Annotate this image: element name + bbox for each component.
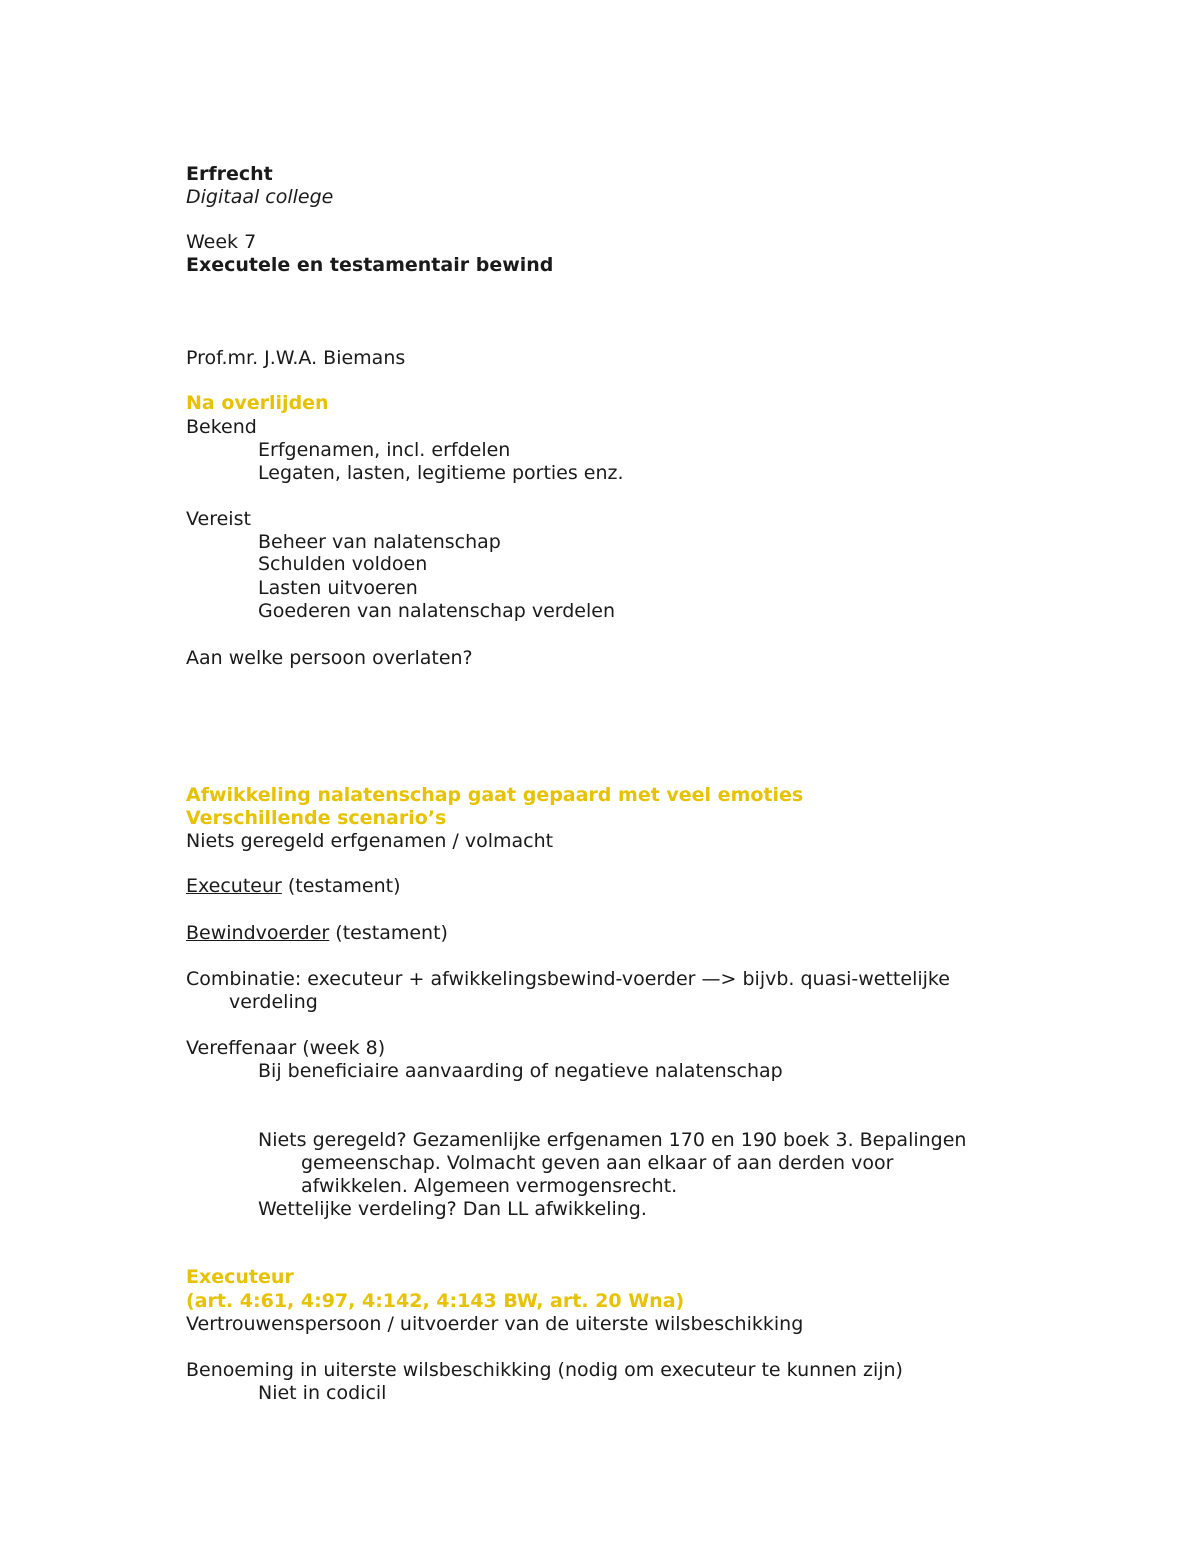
doc-subtitle: Digitaal college bbox=[186, 186, 334, 208]
section-heading-articles: (art. 4:61, 4:97, 4:142, 4:143 BW, art. 20 Wna) bbox=[186, 1290, 685, 1312]
known-item: Legaten, lasten, legitieme porties enz. bbox=[258, 462, 624, 484]
bewind-rest: (testament) bbox=[329, 922, 448, 944]
nothing-arranged-text: Niets geregeld erfgenamen / volmacht bbox=[186, 830, 554, 852]
note-line-cont: afwikkelen. Algemeen vermogensrecht. bbox=[301, 1175, 678, 1197]
vereffenaar-item: Bij beneficiaire aanvaarding of negatieve nalatenschap bbox=[258, 1060, 783, 1082]
executeur-line bbox=[186, 875, 401, 898]
note-line: Niets geregeld? Gezamenlijke erfgenamen 170 en 190 boek 3. Bepalingen bbox=[258, 1129, 967, 1151]
note-line: Wettelijke verdeling? Dan LL afwikkeling. bbox=[258, 1198, 647, 1220]
executeur-term: Executeur bbox=[186, 875, 282, 897]
note-line-cont: gemeenschap. Volmacht geven aan elkaar of aan derden voor bbox=[301, 1152, 894, 1174]
required-item: Schulden voldoen bbox=[258, 553, 428, 575]
executeur-rest: (testament) bbox=[281, 875, 401, 897]
week-label: Week 7 bbox=[186, 231, 257, 253]
combination-line-cont: verdeling bbox=[229, 991, 318, 1013]
known-label: Bekend bbox=[186, 416, 257, 438]
topic-title: Executele en testamentair bewind bbox=[186, 254, 554, 276]
known-item: Erfgenamen, incl. erfdelen bbox=[258, 439, 511, 461]
required-item: Goederen van nalatenschap verdelen bbox=[258, 600, 616, 622]
appointment-line: Benoeming in uiterste wilsbeschikking (nodig om executeur te kunnen zijn) bbox=[186, 1359, 903, 1381]
question-text: Aan welke persoon overlaten? bbox=[186, 647, 473, 669]
bewind-line bbox=[186, 922, 448, 945]
section-heading-scenarios: Verschillende scenario’s bbox=[186, 807, 447, 829]
section-heading-executeur: Executeur bbox=[186, 1266, 294, 1288]
required-item: Beheer van nalatenschap bbox=[258, 531, 501, 553]
required-label: Vereist bbox=[186, 508, 251, 530]
author: Prof.mr. J.W.A. Biemans bbox=[186, 347, 406, 369]
executeur-description: Vertrouwenspersoon / uitvoerder van de uiterste wilsbeschikking bbox=[186, 1313, 804, 1335]
section-heading-afwikkeling: Afwikkeling nalatenschap gaat gepaard met veel emoties bbox=[186, 784, 804, 806]
combination-line: Combinatie: executeur + afwikkelingsbewind-voerder —> bijvb. quasi-wettelijke bbox=[186, 968, 950, 990]
bewind-term: Bewindvoerder bbox=[186, 922, 330, 944]
appointment-item: Niet in codicil bbox=[258, 1382, 387, 1404]
required-item: Lasten uitvoeren bbox=[258, 577, 418, 599]
vereffenaar-line: Vereffenaar (week 8) bbox=[186, 1037, 386, 1059]
doc-title: Erfrecht bbox=[186, 163, 273, 185]
section-heading-na-overlijden: Na overlijden bbox=[186, 392, 329, 414]
